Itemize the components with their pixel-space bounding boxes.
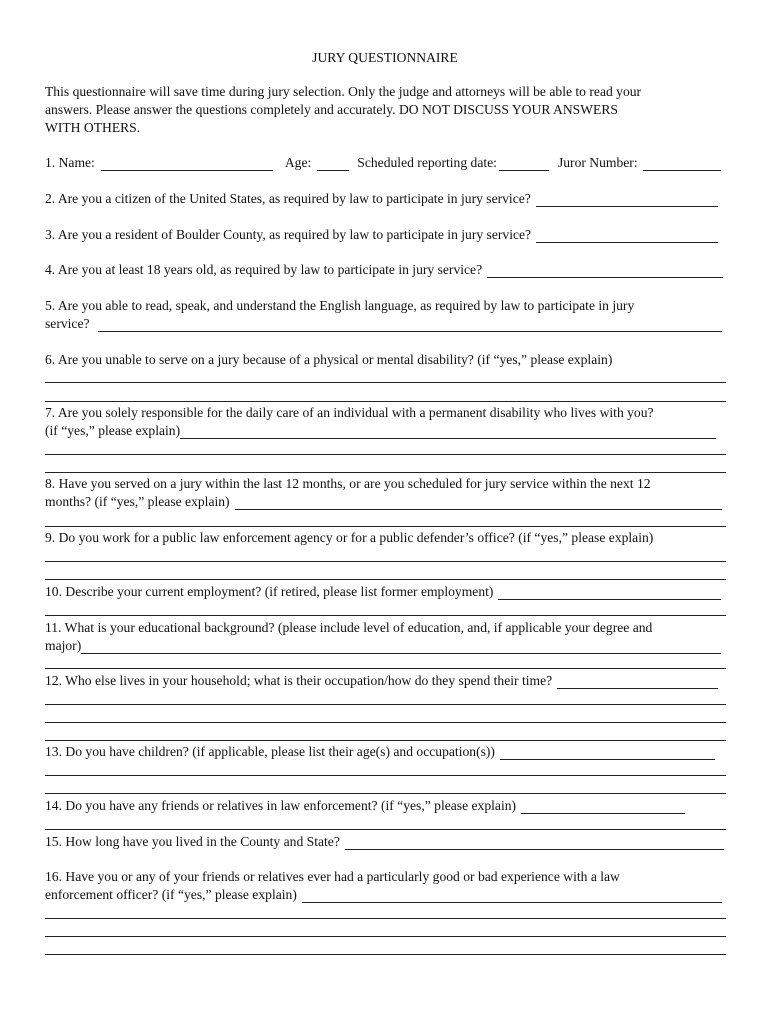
question-10 [45, 583, 721, 600]
question-2 [45, 190, 718, 207]
answer-2-field[interactable] [536, 194, 718, 207]
question-2-text: 2. Are you a citizen of the United States, as required by law to participate in jury service? [45, 191, 531, 206]
reporting-date-label: Scheduled reporting date: [357, 155, 497, 170]
answer-15-field[interactable] [345, 837, 724, 850]
juror-number-field[interactable] [643, 158, 721, 171]
question-9-text: 9. Do you work for a public law enforcement agency or for a public defender’s office? (if “yes,” please explain) [45, 530, 654, 545]
question-7-line-2 [45, 422, 716, 439]
question-15-text: 15. How long have you lived in the County and State? [45, 834, 340, 849]
age-label: Age: [284, 155, 312, 170]
question-7-text-cont: (if “yes,” please explain) [45, 423, 181, 438]
question-5-line-2 [45, 315, 722, 332]
juror-number-label: Juror Number: [557, 155, 638, 170]
answer-13-line-2[interactable] [45, 775, 726, 776]
answer-12-line-3[interactable] [45, 722, 726, 723]
question-3-text: 3. Are you a resident of Boulder County, as required by law to participate in jury service? [45, 227, 532, 242]
intro-line-3: WITH OTHERS. [45, 120, 141, 135]
question-8-text-cont: months? (if “yes,” please explain) [45, 494, 230, 509]
question-7-text: 7. Are you solely responsible for the daily care of an individual with a permanent disability who lives with you? [45, 405, 654, 420]
answer-11-line-2[interactable] [45, 668, 726, 669]
age-field[interactable] [317, 158, 349, 171]
name-field[interactable] [101, 158, 273, 171]
question-16-text-cont: enforcement officer? (if “yes,” please explain) [45, 887, 297, 902]
question-14 [45, 797, 685, 814]
answer-12-field[interactable] [557, 676, 718, 689]
answer-16-line-2[interactable] [45, 918, 726, 919]
answer-13-field[interactable] [500, 747, 715, 760]
answer-14-field[interactable] [521, 801, 685, 814]
question-6-text: 6. Are you unable to serve on a jury because of a physical or mental disability? (if “yes,” please explain) [45, 352, 613, 367]
answer-3-field[interactable] [536, 230, 718, 243]
answer-7-field[interactable] [180, 426, 716, 439]
answer-5-field[interactable] [98, 319, 722, 332]
question-15 [45, 833, 724, 850]
reporting-date-field[interactable] [499, 158, 549, 171]
question-16-text: 16. Have you or any of your friends or relatives ever had a particularly good or bad experience with a law [45, 869, 620, 884]
question-12 [45, 672, 718, 689]
name-label: 1. Name: [45, 155, 95, 170]
question-13-text: 13. Do you have children? (if applicable, please list their age(s) and occupation(s)) [45, 744, 495, 759]
question-1 [45, 154, 721, 171]
answer-14-line-2[interactable] [45, 829, 726, 830]
answer-6-line-1[interactable] [45, 382, 726, 383]
question-5-text: 5. Are you able to read, speak, and understand the English language, as required by law to participate in jury [45, 298, 635, 313]
answer-8-field[interactable] [235, 497, 722, 510]
question-3 [45, 226, 718, 243]
question-5-text-cont: service? [45, 316, 90, 331]
question-8-text: 8. Have you served on a jury within the last 12 months, or are you scheduled for jury service within the next 12 [45, 476, 651, 491]
question-13 [45, 743, 715, 760]
answer-7-line-2[interactable] [45, 454, 726, 455]
answer-16-line-3[interactable] [45, 936, 726, 937]
question-11-text: 11. What is your educational background? (please include level of education, and, if applicable your degree and [45, 620, 653, 635]
answer-10-line-2[interactable] [45, 615, 726, 616]
answer-16-field[interactable] [302, 890, 722, 903]
question-12-text: 12. Who else lives in your household; what is their occupation/how do they spend their time? [45, 673, 553, 688]
question-16-line-2 [45, 886, 722, 903]
answer-12-line-4[interactable] [45, 740, 726, 741]
question-11-line-2 [45, 637, 721, 654]
answer-7-line-3[interactable] [45, 472, 726, 473]
answer-13-line-3[interactable] [45, 793, 726, 794]
answer-16-line-4[interactable] [45, 954, 726, 955]
question-10-text: 10. Describe your current employment? (if retired, please list former employment) [45, 584, 494, 599]
intro-line-2: answers. Please answer the questions completely and accurately. DO NOT DISCUSS YOUR ANSWERS [45, 102, 618, 117]
question-11-text-cont: major) [45, 638, 82, 653]
question-4 [45, 261, 723, 278]
question-4-text: 4. Are you at least 18 years old, as required by law to participate in jury service? [45, 262, 483, 277]
answer-9-line-1[interactable] [45, 561, 726, 562]
answer-4-field[interactable] [487, 265, 723, 278]
intro-line-1: This questionnaire will save time during jury selection. Only the judge and attorneys will be able to read your [45, 84, 642, 99]
answer-6-line-2[interactable] [45, 401, 726, 402]
answer-11-field[interactable] [81, 641, 721, 654]
page-title: JURY QUESTIONNAIRE [312, 50, 458, 65]
answer-9-line-2[interactable] [45, 579, 726, 580]
answer-12-line-2[interactable] [45, 704, 726, 705]
answer-8-line-2[interactable] [45, 526, 726, 527]
question-8-line-2 [45, 493, 722, 510]
answer-10-field[interactable] [498, 587, 721, 600]
question-14-text: 14. Do you have any friends or relatives in law enforcement? (if “yes,” please explain) [45, 798, 517, 813]
